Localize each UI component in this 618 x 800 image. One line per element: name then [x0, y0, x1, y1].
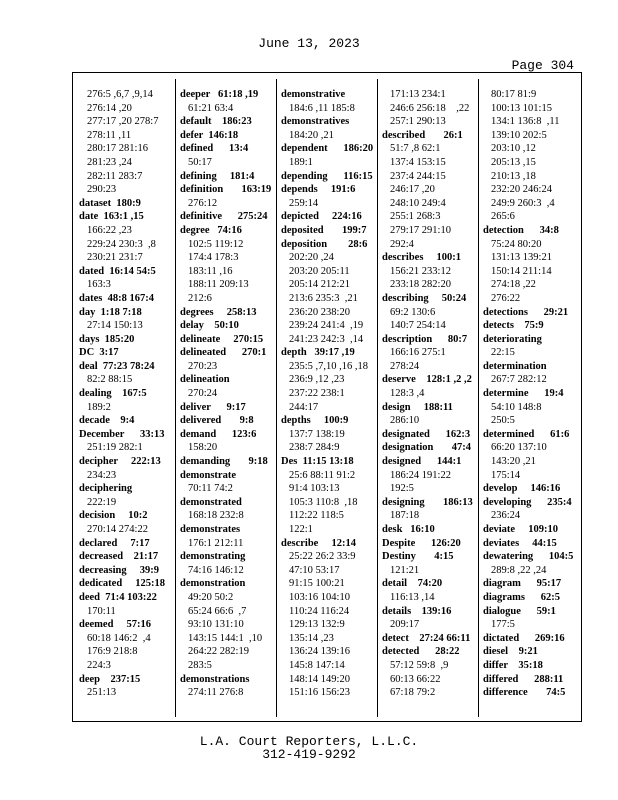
index-page-line-refs: 276:5 ,6,7 ,9,14	[87, 89, 153, 100]
index-headword-entry: determined 61:6	[483, 428, 570, 440]
index-page-line-refs: 102:5 119:12	[188, 238, 244, 250]
index-headword-entry: defined 13:4	[180, 143, 249, 155]
index-page-line-refs: 177:5	[491, 619, 515, 631]
reporter-company: L.A. Court Reporters, L.L.C.	[199, 734, 419, 749]
index-headword-entry: date 163:1 ,15	[79, 211, 144, 223]
index-page-line-refs: 183:11 ,16	[188, 265, 233, 277]
index-page-line-refs: 122:1	[289, 524, 313, 535]
index-headword-entry: deteriorating	[483, 333, 542, 345]
index-headword-entry: description 80:7	[382, 333, 468, 345]
index-headword-entry: Destiny 4:15	[382, 551, 454, 563]
index-headword-entry: decipher 222:13	[79, 456, 161, 468]
index-page-line-refs: 27:14 150:13	[87, 320, 143, 332]
index-page-line-refs: 137:7 138:19	[289, 428, 345, 440]
index-page-line-refs: 246:17 ,20	[390, 184, 435, 196]
index-page-line-refs: 25:6 88:11 91:2	[289, 469, 356, 481]
index-headword-entry: defer 146:18	[180, 129, 239, 141]
index-page-line-refs: 234:23	[87, 469, 117, 481]
index-headword-entry: depicted 224:16	[281, 211, 362, 223]
index-page-line-refs: 210:13 ,18	[491, 170, 536, 182]
index-page-line-refs: 230:21 231:7	[87, 252, 143, 264]
index-page-line-refs: 184:20 ,21	[289, 129, 334, 141]
index-headword-entry: dialogue 59:1	[483, 605, 556, 617]
index-headword-entry: delay 50:10	[180, 320, 239, 332]
index-page-line-refs: 251:19 282:1	[87, 442, 143, 454]
index-headword-entry: degree 74:16	[180, 224, 242, 236]
index-page-line-refs: 143:15 144:1 ,10	[188, 632, 263, 644]
index-page-line-refs: 136:24 139:16	[289, 646, 350, 658]
index-headword-entry: delineated 270:1	[180, 347, 267, 359]
index-headword-entry: diesel 9:21	[483, 646, 538, 658]
index-page-line-refs: 278:24	[390, 360, 420, 372]
index-headword-entry: deal 77:23 78:24	[79, 360, 155, 372]
index-page-line-refs: 166:16 275:1	[390, 347, 446, 359]
index-page-line-refs: 22:15	[491, 347, 515, 359]
index-page-line-refs: 255:1 268:3	[390, 211, 441, 223]
index-headword-entry: detect 27:24 66:11	[382, 632, 471, 644]
index-column-4	[382, 88, 478, 700]
index-headword-entry: delineation	[180, 374, 230, 386]
index-headword-entry: differed 288:11	[483, 673, 564, 685]
index-page-line-refs: 128:3 ,4	[390, 388, 425, 400]
index-page-line-refs: 265:6	[491, 211, 515, 223]
index-headword-entry: deposited 199:7	[281, 224, 367, 236]
index-page-line-refs: 203:20 205:11	[289, 265, 350, 277]
column-divider	[377, 79, 378, 717]
index-page-line-refs: 244:17	[289, 401, 319, 413]
index-page-line-refs: 236:20 238:20	[289, 306, 350, 318]
index-column-1	[79, 88, 175, 700]
index-page-line-refs: 246:6 256:18 ,22	[390, 102, 470, 114]
index-headword-entry: demonstrate	[180, 469, 236, 481]
index-page-line-refs: 140:7 254:14	[390, 320, 446, 332]
index-headword-entry: designated 162:3	[382, 428, 471, 440]
index-headword-entry: Despite 126:20	[382, 537, 461, 549]
index-headword-entry: dependent 186:20	[281, 143, 374, 155]
index-page-line-refs: 270:23	[188, 360, 218, 372]
index-headword-entry: describes 100:1	[382, 252, 462, 264]
index-headword-entry: deemed 57:16	[79, 619, 152, 631]
index-page-line-refs: 139:10 202:5	[491, 129, 547, 141]
index-headword-entry: declared 7:17	[79, 537, 150, 549]
index-headword-entry: dated 16:14 54:5	[79, 265, 156, 277]
index-headword-entry: decreasing 39:9	[79, 564, 160, 576]
index-page-line-refs: 49:20 50:2	[188, 591, 234, 603]
index-page-line-refs: 67:18 79:2	[390, 687, 436, 699]
index-column-3	[281, 88, 377, 700]
index-page-line-refs: 232:20 246:24	[491, 184, 552, 196]
index-headword-entry: degrees 258:13	[180, 306, 257, 318]
index-page-line-refs: 82:2 88:15	[87, 374, 133, 386]
index-page-line-refs: 189:2	[87, 401, 111, 413]
index-page-line-refs: 270:24	[188, 388, 218, 400]
index-page-line-refs: 257:1 290:13	[390, 116, 446, 128]
index-page-line-refs: 25:22 26:2 33:9	[289, 551, 356, 563]
index-headword-entry: determination	[483, 360, 547, 372]
index-headword-entry: definition 163:19	[180, 184, 272, 196]
index-page-line-refs: 61:21 63:4	[188, 102, 234, 114]
index-headword-entry: deviates 44:15	[483, 537, 557, 549]
index-headword-entry: delivered 9:8	[180, 415, 254, 427]
index-page-line-refs: 238:7 284:9	[289, 442, 340, 454]
index-headword-entry: designation 47:4	[382, 442, 471, 454]
index-page-line-refs: 270:14 274:22	[87, 524, 148, 535]
index-page-line-refs: 150:14 211:14	[491, 265, 552, 277]
index-page-line-refs: 166:22 ,23	[87, 224, 132, 236]
index-page-line-refs: 188:11 209:13	[188, 279, 249, 291]
reporter-phone: 312-419-9292	[262, 747, 356, 762]
index-headword-entry: described 26:1	[382, 129, 463, 141]
index-headword-entry: differ 35:18	[483, 659, 543, 671]
index-page-line-refs: 168:18 232:8	[188, 510, 244, 522]
index-headword-entry: dictated 269:16	[483, 632, 565, 644]
index-page-line-refs: 91:15 100:21	[289, 578, 345, 590]
index-page-line-refs: 116:13 ,14	[390, 591, 435, 603]
index-headword-entry: dewatering 104:5	[483, 551, 574, 563]
index-page-line-refs: 278:11 ,11	[87, 129, 132, 141]
index-page-line-refs: 224:3	[87, 659, 111, 671]
index-page-line-refs: 280:17 281:16	[87, 143, 148, 155]
index-page-line-refs: 283:5	[188, 659, 212, 671]
index-page-line-refs: 135:14 ,23	[289, 632, 334, 644]
index-headword-entry: depth 39:17 ,19	[281, 347, 355, 359]
index-page-line-refs: 50:17	[188, 156, 212, 168]
index-headword-entry: demonstrating	[180, 551, 246, 563]
index-headword-entry: demonstrates	[180, 524, 241, 535]
index-page-line-refs: 276:12	[188, 197, 218, 209]
index-headword-entry: demanding 9:18	[180, 456, 268, 468]
index-page-line-refs: 222:19	[87, 496, 117, 508]
index-page-line-refs: 176:1 212:11	[188, 537, 244, 549]
index-page-line-refs: 163:3	[87, 279, 111, 291]
page-number: Page 304	[511, 58, 574, 73]
index-headword-entry: day 1:18 7:18	[79, 306, 142, 318]
index-page-line-refs: 171:13 234:1	[390, 89, 446, 100]
index-page-line-refs: 292:4	[390, 238, 414, 250]
index-headword-entry: deep 237:15	[79, 673, 141, 685]
index-headword-entry: design 188:11	[382, 401, 453, 413]
index-page-line-refs: 70:11 74:2	[188, 483, 233, 495]
index-headword-entry: days 185:20	[79, 333, 135, 345]
index-headword-entry: describing 50:24	[382, 292, 467, 304]
index-page-line-refs: 54:10 148:8	[491, 401, 542, 413]
index-headword-entry: deviate 109:10	[483, 524, 558, 535]
index-headword-entry: demonstrative	[281, 89, 346, 100]
index-page-line-refs: 276:22	[491, 292, 521, 304]
index-headword-entry: demonstration	[180, 578, 246, 590]
index-page-line-refs: 213:6 235:3 ,21	[289, 292, 358, 304]
index-headword-entry: defining 181:4	[180, 170, 255, 182]
index-page-line-refs: 176:9 218:8	[87, 646, 138, 658]
index-page-line-refs: 286:10	[390, 415, 420, 427]
index-page-line-refs: 184:6 ,11 185:8	[289, 102, 355, 114]
index-headword-entry: decision 10:2	[79, 510, 148, 522]
index-page-line-refs: 249:9 260:3 ,4	[491, 197, 555, 209]
index-page-line-refs: 158:20	[188, 442, 218, 454]
index-page-line-refs: 236:9 ,12 ,23	[289, 374, 345, 386]
index-page-line-refs: 74:16 146:12	[188, 564, 244, 576]
index-page-line-refs: 75:24 80:20	[491, 238, 542, 250]
index-page-line-refs: 110:24 116:24	[289, 605, 350, 617]
column-divider	[276, 79, 277, 717]
index-page-line-refs: 209:17	[390, 619, 420, 631]
index-headword-entry: demonstrations	[180, 673, 250, 685]
index-page-line-refs: 65:24 66:6 ,7	[188, 605, 247, 617]
index-page-line-refs: 145:8 147:14	[289, 659, 345, 671]
index-page-line-refs: 131:13 139:21	[491, 252, 552, 264]
index-headword-entry: describe 12:14	[281, 537, 356, 549]
index-page-line-refs: 259:14	[289, 197, 319, 209]
index-headword-entry: demonstratives	[281, 116, 350, 128]
index-page-line-refs: 80:17 81:9	[491, 89, 537, 100]
index-headword-entry: deed 71:4 103:22	[79, 591, 157, 603]
index-page-line-refs: 121:21	[390, 564, 420, 576]
index-page-line-refs: 203:10 ,12	[491, 143, 536, 155]
index-headword-entry: detects 75:9	[483, 320, 544, 332]
index-headword-entry: developing 235:4	[483, 496, 572, 508]
index-headword-entry: designed 144:1	[382, 456, 462, 468]
index-headword-entry: difference 74:5	[483, 687, 566, 699]
index-headword-entry: designing 186:13	[382, 496, 473, 508]
index-page-line-refs: 170:11	[87, 605, 116, 617]
index-page-line-refs: 174:4 178:3	[188, 252, 239, 264]
index-headword-entry: dates 48:8 167:4	[79, 292, 154, 304]
index-headword-entry: deciphering	[79, 483, 133, 495]
index-column-5	[483, 88, 579, 700]
index-page-line-refs: 250:5	[491, 415, 515, 427]
index-headword-entry: detail 74:20	[382, 578, 443, 590]
index-page-line-refs: 129:13 132:9	[289, 619, 345, 631]
index-page-line-refs: 51:7 ,8 62:1	[390, 143, 441, 155]
index-page-line-refs: 237:22 238:1	[289, 388, 345, 400]
index-headword-entry: default 186:23	[180, 116, 252, 128]
index-headword-entry: diagram 95:17	[483, 578, 562, 590]
index-headword-entry: develop 146:16	[483, 483, 561, 495]
index-headword-entry: detection 34:8	[483, 224, 559, 236]
index-headword-entry: dealing 167:5	[79, 388, 147, 400]
index-headword-entry: depends 191:6	[281, 184, 356, 196]
index-page-line-refs: 186:24 191:22	[390, 469, 451, 481]
index-page-line-refs: 60:18 146:2 ,4	[87, 632, 151, 644]
index-headword-entry: dataset 180:9	[79, 197, 141, 209]
index-page-line-refs: 237:4 244:15	[390, 170, 446, 182]
index-page-line-refs: 274:11 276:8	[188, 687, 244, 699]
deposition-date: June 13, 2023	[258, 36, 360, 51]
column-divider	[478, 79, 479, 717]
index-page-line-refs: 100:13 101:15	[491, 102, 552, 114]
index-column-2	[180, 88, 276, 700]
index-headword-entry: details 139:16	[382, 605, 452, 617]
index-headword-entry: DC 3:17	[79, 347, 119, 359]
index-page-line-refs: 60:13 66:22	[390, 673, 441, 685]
index-headword-entry: deliver 9:17	[180, 401, 246, 413]
index-page-line-refs: 202:20 ,24	[289, 252, 334, 264]
index-headword-entry: December 33:13	[79, 428, 165, 440]
index-page-line-refs: 281:23 ,24	[87, 156, 132, 168]
index-page-line-refs: 134:1 136:8 ,11	[491, 116, 560, 128]
index-page-line-refs: 251:13	[87, 687, 117, 699]
index-headword-entry: deserve 128:1 ,2 ,2	[382, 374, 472, 386]
index-page-line-refs: 264:22 282:19	[188, 646, 249, 658]
index-page-line-refs: 93:10 131:10	[188, 619, 244, 631]
index-page-line-refs: 57:12 59:8 ,9	[390, 659, 449, 671]
index-headword-entry: diagrams 62:5	[483, 591, 560, 603]
column-divider	[175, 79, 176, 717]
index-page-line-refs: 175:14	[491, 469, 521, 481]
index-page-line-refs: 229:24 230:3 ,8	[87, 238, 156, 250]
index-page-line-refs: 69:2 130:6	[390, 306, 436, 318]
index-headword-entry: demand 123:6	[180, 428, 257, 440]
index-page-line-refs: 239:24 241:4 ,19	[289, 320, 364, 332]
index-page-line-refs: 91:4 103:13	[289, 483, 340, 495]
index-page-line-refs: 151:16 156:23	[289, 687, 350, 699]
index-headword-entry: demonstrated	[180, 496, 242, 508]
index-page-line-refs: 103:16 104:10	[289, 591, 350, 603]
index-headword-entry: Des 11:15 13:18	[281, 456, 354, 468]
index-page-line-refs: 235:5 ,7,10 ,16 ,18	[289, 360, 369, 372]
index-page-line-refs: 290:23	[87, 184, 117, 196]
index-page-line-refs: 276:14 ,20	[87, 102, 132, 114]
index-headword-entry: determine 19:4	[483, 388, 564, 400]
index-page-line-refs: 267:7 282:12	[491, 374, 547, 386]
index-page-line-refs: 47:10 53:17	[289, 564, 340, 576]
index-page-line-refs: 189:1	[289, 156, 313, 168]
index-page-line-refs: 66:20 137:10	[491, 442, 547, 454]
word-index-frame	[72, 72, 582, 722]
index-page-line-refs: 112:22 118:5	[289, 510, 344, 522]
index-headword-entry: depending 116:15	[281, 170, 373, 182]
index-page-line-refs: 205:14 212:21	[289, 279, 350, 291]
index-page-line-refs: 148:14 149:20	[289, 673, 350, 685]
index-headword-entry: dedicated 125:18	[79, 578, 166, 590]
index-headword-entry: definitive 275:24	[180, 211, 268, 223]
index-page-line-refs: 187:18	[390, 510, 420, 522]
index-headword-entry: decreased 21:17	[79, 551, 159, 563]
index-page-line-refs: 233:18 282:20	[390, 279, 451, 291]
index-page-line-refs: 236:24	[491, 510, 521, 522]
index-page-line-refs: 105:3 110:8 ,18	[289, 496, 358, 508]
index-headword-entry: depths 100:9	[281, 415, 349, 427]
index-page-line-refs: 279:17 291:10	[390, 224, 451, 236]
index-page-line-refs: 274:18 ,22	[491, 279, 536, 291]
index-headword-entry: deposition 28:6	[281, 238, 368, 250]
index-page-line-refs: 205:13 ,15	[491, 156, 536, 168]
index-headword-entry: deeper 61:18 ,19	[180, 89, 259, 100]
index-page-line-refs: 212:6	[188, 292, 212, 304]
index-headword-entry: desk 16:10	[382, 524, 435, 535]
index-headword-entry: detections 29:21	[483, 306, 569, 318]
index-page-line-refs: 241:23 242:3 ,14	[289, 333, 364, 345]
index-page-line-refs: 156:21 233:12	[390, 265, 451, 277]
index-page-line-refs: 277:17 ,20 278:7	[87, 116, 159, 128]
index-page-line-refs: 192:5	[390, 483, 414, 495]
index-headword-entry: decade 9:4	[79, 415, 135, 427]
index-headword-entry: detected 28:22	[382, 646, 460, 658]
index-headword-entry: delineate 270:15	[180, 333, 264, 345]
index-page-line-refs: 248:10 249:4	[390, 197, 446, 209]
index-page-line-refs: 282:11 283:7	[87, 170, 143, 182]
index-page-line-refs: 289:8 ,22 ,24	[491, 564, 547, 576]
index-page-line-refs: 137:4 153:15	[390, 156, 446, 168]
index-page-line-refs: 143:20 ,21	[491, 456, 536, 468]
